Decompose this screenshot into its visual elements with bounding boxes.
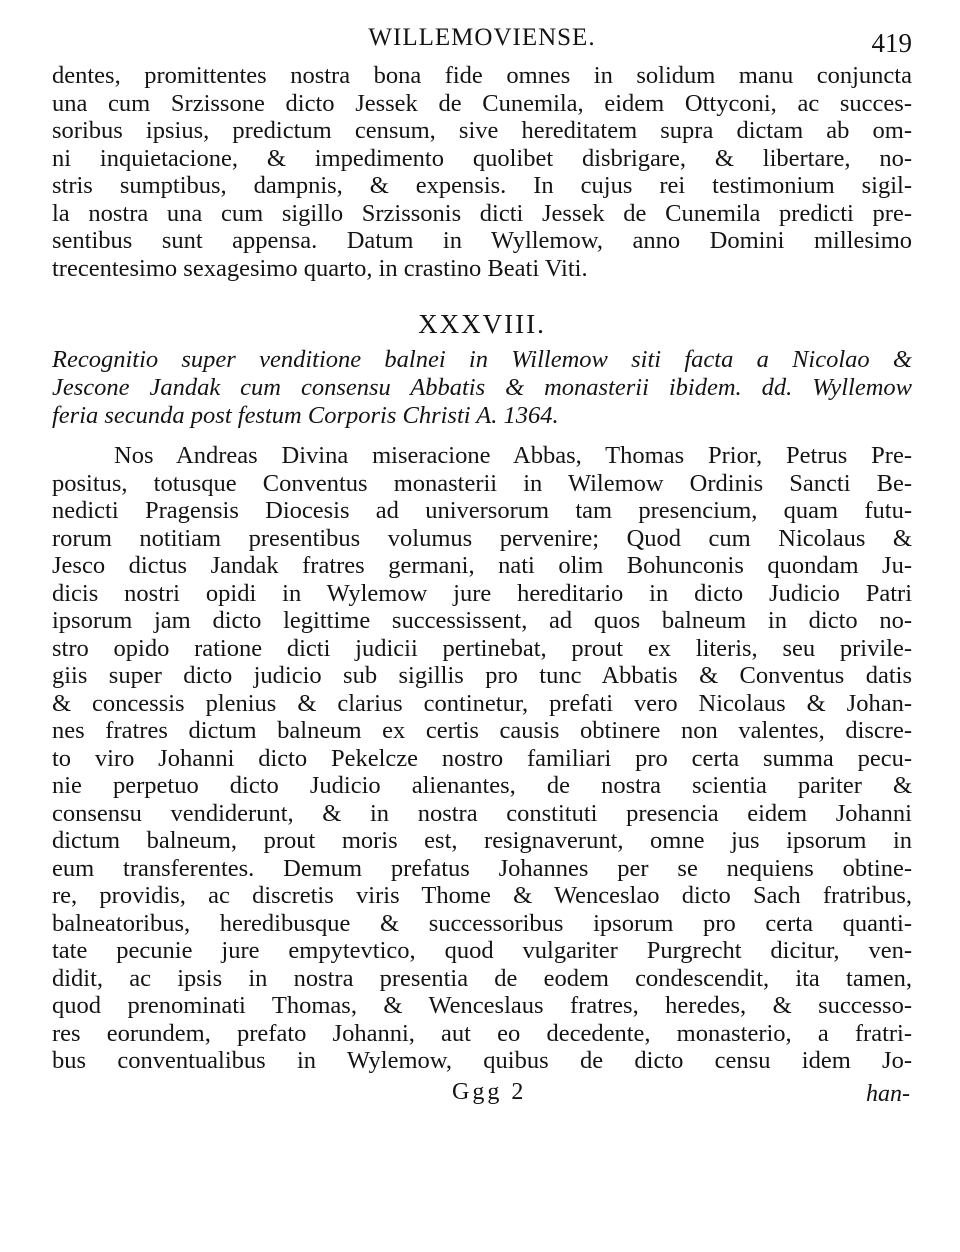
text-line: nes fratres dictum balneum ex certis causis obtinere non valentes, discre- — [52, 717, 912, 744]
text-block-main — [52, 442, 912, 1075]
text-line: trecentesimo sexagesimo quarto, in crastino Beati Viti. — [52, 254, 588, 282]
text-line: soribus ipsius, predictum censum, sive hereditatem supra dictam ab om- — [52, 117, 912, 144]
text-line: la nostra una cum sigillo Srzissonis dicti Jessek de Cunemila predicti pre- — [52, 199, 912, 227]
text-line: consensu vendiderunt, & in nostra constituti presencia eidem Johanni — [52, 799, 912, 827]
text-line: sentibus sunt appensa. Datum in Wyllemow, anno Domini millesimo — [52, 227, 912, 254]
text-line: balneatoribus, heredibusque & successoribus ipsorum pro certa quanti- — [52, 909, 912, 937]
text-line: dentes, promittentes nostra bona fide omnes in solidum manu conjuncta — [52, 62, 912, 89]
text-line: & concessis plenius & clarius continetur, prefati vero Nicolaus & Johan- — [52, 689, 912, 717]
text-line: stro opido ratione dicti judicii pertinebat, prout ex literis, seu privile- — [52, 634, 912, 662]
running-head — [52, 18, 912, 62]
rubric-line: feria secunda post festum Corporis Christi A. 1364. — [52, 402, 559, 429]
text-line: ipsorum jam dicto legittime successissent, ad quos balneum in dicto no- — [52, 607, 912, 634]
rubric-line: Recognitio super venditione balnei in Willemow siti facta a Nicolao & — [52, 346, 912, 373]
spacer — [52, 430, 912, 442]
text-line: stris sumptibus, dampnis, & expensis. In cujus rei testimonium sigil- — [52, 172, 912, 199]
text-line: una cum Srzissone dicto Jessek de Cunemila, eidem Ottyconi, ac succes- — [52, 89, 912, 117]
text-line: tate pecunie jure empytevtico, quod vulgariter Purgrecht dicitur, ven- — [52, 937, 912, 964]
spacer — [52, 282, 912, 302]
gathering-signature: Ggg 2 — [452, 1078, 527, 1105]
text-line: bus conventualibus in Wylemow, quibus de dicto censu idem Jo- — [52, 1047, 912, 1074]
text-line: positus, totusque Conventus monasterii in Wilemow Ordinis Sancti Be- — [52, 469, 912, 497]
text-line: eum transferentes. Demum prefatus Johannes per se nequiens obtine- — [52, 854, 912, 882]
text-line: nie perpetuo dicto Judicio alienantes, de nostra scientia pariter & — [52, 772, 912, 799]
document-number: XXXVIII. — [418, 309, 546, 339]
catchword: han- — [866, 1080, 910, 1107]
rubric-line: Jescone Jandak cum consensu Abbatis & monasterii ibidem. dd. Wyllemow — [52, 374, 912, 401]
text-line: dicis nostri opidi in Wylemow jure hereditario in dicto Judicio Patri — [52, 579, 912, 607]
text-line: didit, ac ipsis in nostra presentia de eodem condescendit, ita tamen, — [52, 964, 912, 992]
text-line: rorum notitiam presentibus volumus pervenire; Quod cum Nicolaus & — [52, 524, 912, 552]
page-number: 419 — [871, 28, 912, 58]
page-footer — [52, 1075, 912, 1107]
text-line: giis super dicto judicio sub sigillis pro tunc Abbatis & Conventus datis — [52, 662, 912, 689]
book-page — [52, 18, 912, 1238]
text-line: ni inquietacione, & impedimento quolibet disbrigare, & libertare, no- — [52, 144, 912, 172]
text-line: nedicti Pragensis Diocesis ad universorum tam presencium, quam futu- — [52, 497, 912, 524]
text-line: res eorundem, prefato Johanni, aut eo decedente, monasterio, a fratri- — [52, 1019, 912, 1047]
running-title: WILLEMOVIENSE. — [368, 24, 596, 51]
text-line: dictum balneum, prout moris est, resignaverunt, omne jus ipsorum in — [52, 827, 912, 854]
text-line: re, providis, ac discretis viris Thome & Wenceslao dicto Sach fratribus, — [52, 882, 912, 909]
text-block-top — [52, 62, 912, 282]
text-line: Jesco dictus Jandak fratres germani, nati olim Bohunconis quondam Ju- — [52, 552, 912, 579]
text-line: to viro Johanni dicto Pekelcze nostro familiari pro certa summa pecu- — [52, 744, 912, 772]
rubric — [52, 346, 912, 430]
text-line: quod prenominati Thomas, & Wenceslaus fratres, heredes, & successo- — [52, 992, 912, 1019]
text-line: Nos Andreas Divina miseracione Abbas, Thomas Prior, Petrus Pre- — [114, 442, 912, 469]
